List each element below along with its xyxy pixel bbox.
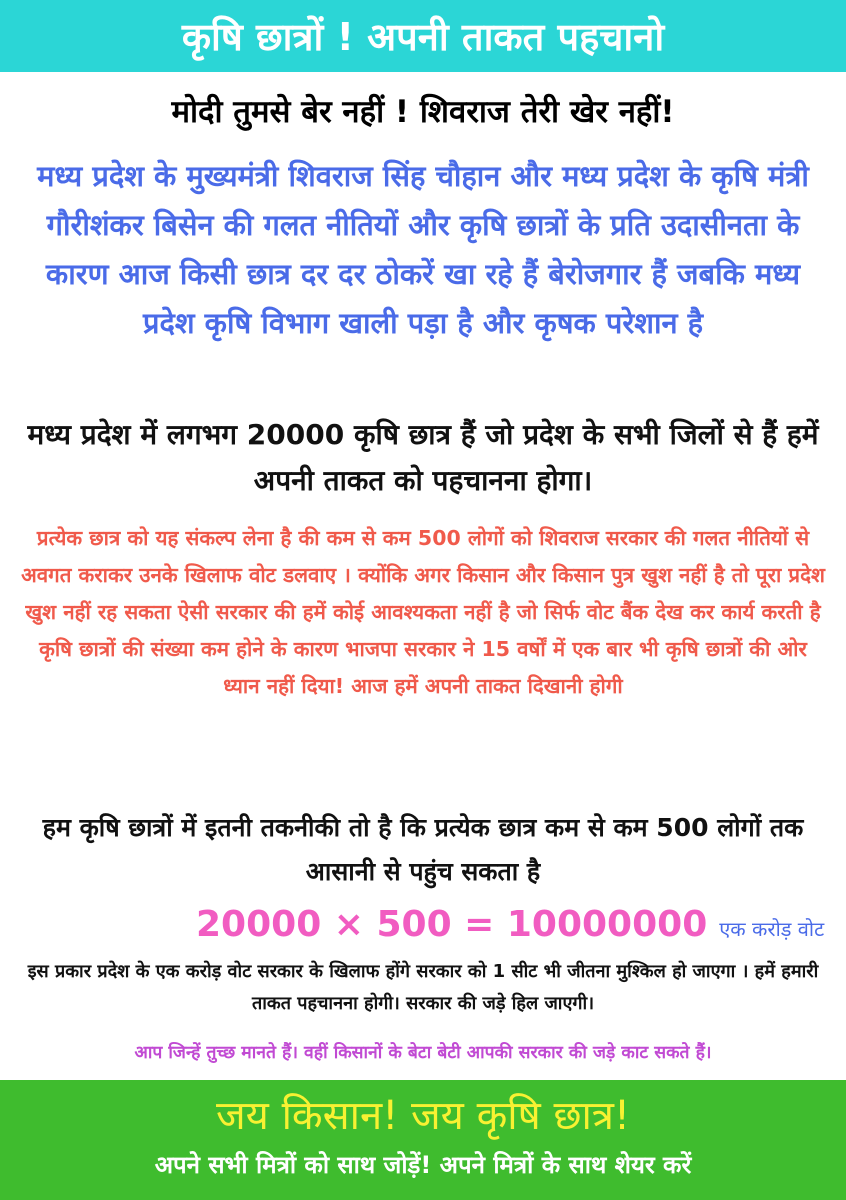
- intro-paragraph: मध्य प्रदेश के मुख्यमंत्री शिवराज सिंह चौहान और मध्य प्रदेश के कृषि मंत्री गौरीशंकर बिसेन की गलत नीतियों और कृषि छात्रों के प्रति उदासीनता के कारण आज किसी छात्र दर दर ठोकरें खा रहे हैं बेरोजगार हैं जबकि मध्य प्रदेश कृषि विभाग खाली पड़ा है और कृषक परेशान है: [37, 159, 809, 340]
- slogan-line: मोदी तुमसे बेर नहीं ! शिवराज तेरी खेर नहीं!: [171, 94, 675, 130]
- footer-banner: [0, 1080, 846, 1200]
- share-message: अपने सभी मित्रों को साथ जोड़ें! अपने मित्रों के साथ शेयर करें: [154, 1151, 692, 1179]
- result-paragraph: इस प्रकार प्रदेश के एक करोड़ वोट सरकार के खिलाफ होंगे सरकार को 1 सीट भी जीतना मुश्किल हो जाएगा । हमें हमारी ताकत पहचानना होगी। सरकार की जड़े हिल जाएगी।: [27, 961, 819, 1014]
- page-title: कृषि छात्रों ! अपनी ताकत पहचानो: [181, 15, 665, 59]
- footer-slogan: जय किसान! जय कृषि छात्र!: [215, 1093, 631, 1139]
- closing-line: आप जिन्हें तुच्छ मानते हैं। वहीं किसानों के बेटा बेटी आपकी सरकार की जड़े काट सकते हैं।: [134, 1043, 712, 1063]
- equation-expression: 20000 × 500 = 10000000: [196, 904, 708, 945]
- tech-paragraph: हम कृषि छात्रों में इतनी तकनीकी तो है कि प्रत्येक छात्र कम से कम 500 लोगों तक आसानी से पहुंच सकता है: [42, 813, 804, 886]
- appeal-paragraph: प्रत्येक छात्र को यह संकल्प लेना है की कम से कम 500 लोगों को शिवराज सरकार की गलत नीतियों से अवगत कराकर उनके खिलाफ वोट डलवाए । क्योंकि अगर किसान और किसान पुत्र खुश नहीं है तो पूरा प्रदेश खुश नहीं रह सकता ऐसी सरकार की हमें कोई आवश्यकता नहीं है जो सिर्फ वोट बैंक देख कर कार्य करती है कृषि छात्रों की संख्या कम होने के कारण भाजपा सरकार ने 15 वर्षों में एक बार भी कृषि छात्रों की ओर ध्यान नहीं दिया! आज हमें अपनी ताकत दिखानी होगी: [21, 526, 825, 698]
- stats-paragraph: मध्य प्रदेश में लगभग 20000 कृषि छात्र हैं जो प्रदेश के सभी जिलों से हैं हमें अपनी ताकत को पहचानना होगा।: [27, 418, 819, 497]
- title-banner: [0, 0, 846, 72]
- equation-note: एक करोड़ वोट: [719, 917, 825, 941]
- vote-equation: [196, 904, 824, 945]
